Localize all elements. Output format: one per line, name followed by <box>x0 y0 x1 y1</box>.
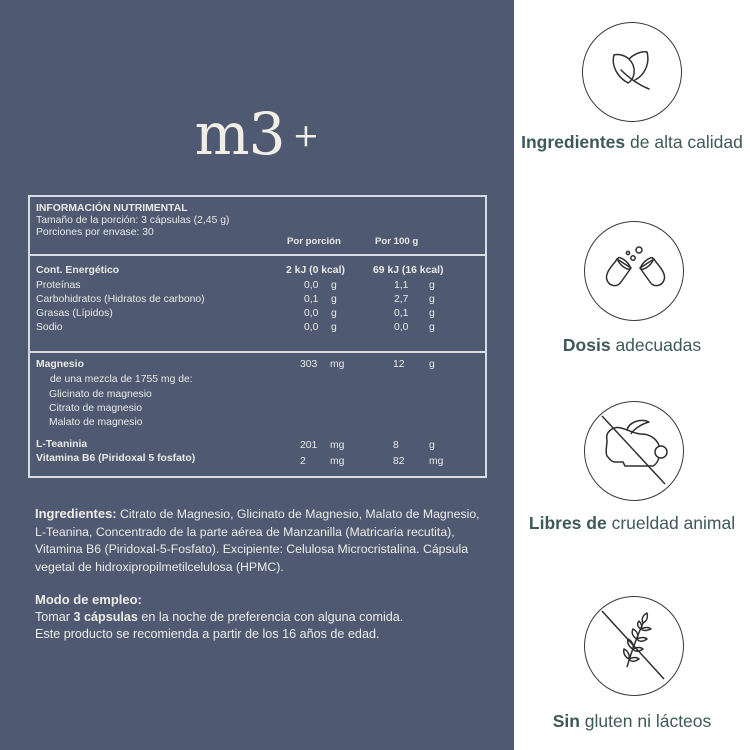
macro-portion: 0,0 <box>304 308 319 319</box>
feature-badge <box>584 401 684 501</box>
usage-text: en la noche de preferencia con alguna comida. <box>137 609 404 624</box>
macro-per100: 0,1 <box>394 308 409 319</box>
b6-label: Vitamina B6 (Piridoxal 5 fosfato) <box>36 453 196 464</box>
usage-text: Tomar <box>35 609 74 624</box>
b6-per100: 82 <box>393 456 405 467</box>
divider <box>30 351 485 353</box>
feature-label-rest: adecuadas <box>610 335 702 355</box>
macro-portion: 0,1 <box>304 294 319 305</box>
b6-portion-unit: mg <box>330 456 345 467</box>
magnesio-sub: Glicinato de magnesio <box>49 389 152 400</box>
teanina-per100-unit: g <box>429 440 435 451</box>
energy-label: Cont. Energético <box>36 265 120 276</box>
divider <box>30 254 485 256</box>
magnesio-sub: Malato de magnesio <box>49 417 143 428</box>
magnesio-sub: de una mezcla de 1755 mg de: <box>50 374 193 385</box>
macro-portion: 0,0 <box>304 280 319 291</box>
brand-suffix: + <box>292 116 320 154</box>
feature-label-rest: gluten ni lácteos <box>579 711 712 731</box>
macro-per100-unit: g <box>429 322 435 333</box>
feature-badge <box>584 221 684 321</box>
macro-label: Grasas (Lípidos) <box>36 308 113 319</box>
feature-label <box>514 510 750 536</box>
serving-size: Tamaño de la porción: 3 cápsulas (2,45 g) <box>36 215 230 226</box>
macro-portion-unit: g <box>331 280 337 291</box>
macro-per100: 2,7 <box>394 294 409 305</box>
feature-label-strong: Sin <box>552 711 580 731</box>
no-rabbit-icon <box>585 402 685 502</box>
macro-label: Sodio <box>36 322 63 333</box>
macro-portion-unit: g <box>331 294 337 305</box>
servings-per-container: Porciones por envase: 30 <box>36 227 154 238</box>
magnesio-sub: Citrato de magnesio <box>49 403 142 414</box>
macro-per100-unit: g <box>429 308 435 319</box>
macro-per100-unit: g <box>429 280 435 291</box>
col-header-100g: Por 100 g <box>375 236 419 247</box>
energy-per100: 69 kJ (16 kcal) <box>373 265 444 276</box>
macro-per100: 0,0 <box>394 322 409 333</box>
nutrition-heading: INFORMACIÓN NUTRIMENTAL <box>36 203 188 214</box>
usage-label: Modo de empleo: <box>35 592 142 607</box>
feature-label <box>514 332 750 358</box>
macro-label: Carbohidratos (Hidratos de carbono) <box>36 294 205 305</box>
brand-name: m3 <box>194 100 285 168</box>
magnesio-portion: 303 <box>300 359 318 370</box>
magnesio-label: Magnesio <box>36 359 84 370</box>
ingredients-block <box>35 505 480 576</box>
feature-label-rest: crueldad animal <box>606 513 736 533</box>
macro-portion-unit: g <box>331 322 337 333</box>
teanina-portion: 201 <box>300 440 318 451</box>
b6-per100-unit: mg <box>429 456 444 467</box>
feature-label-rest: de alta calidad <box>625 132 743 152</box>
feature-label-strong: Ingredientes <box>521 132 626 152</box>
no-wheat-icon <box>585 597 685 697</box>
nutrition-table <box>28 195 487 478</box>
usage-block <box>35 591 480 644</box>
feature-label-strong: Libres de <box>528 513 607 533</box>
magnesio-portion-unit: mg <box>330 359 345 370</box>
magnesio-per100-unit: g <box>429 359 435 370</box>
macro-portion: 0,0 <box>304 322 319 333</box>
feature-label <box>514 708 750 734</box>
ingredients-label: Ingredientes: <box>35 506 117 521</box>
features-panel <box>514 0 750 750</box>
usage-line-1 <box>35 609 480 627</box>
energy-portion: 2 kJ (0 kcal) <box>286 265 345 276</box>
ingredients-text: Citrato de Magnesio, Glicinato de Magnesio, Malato de Magnesio, L-Teanina, Concentrado de la parte aérea de Manzanilla (Matricaria recutita), Vitamina B6 (Piridoxal-5-Fosfato). Excipiente: Celulosa Microcristalina. Cápsula vegetal de hidroxipropilmetilcelulosa (HPMC). <box>35 507 480 574</box>
macro-per100-unit: g <box>429 294 435 305</box>
teanina-label: L-Teaninia <box>36 439 88 450</box>
macro-label: Proteínas <box>36 280 81 291</box>
leaf-icon <box>583 23 683 123</box>
product-title <box>0 100 514 168</box>
b6-portion: 2 <box>300 456 306 467</box>
teanina-per100: 8 <box>393 440 399 451</box>
macro-per100: 1,1 <box>394 280 409 291</box>
col-header-portion: Por porción <box>287 236 341 247</box>
teanina-portion-unit: mg <box>330 440 345 451</box>
usage-line-2: Este producto se recomienda a partir de los 16 años de edad. <box>35 627 380 641</box>
feature-label-strong: Dosis <box>562 335 611 355</box>
feature-badge <box>582 22 682 122</box>
usage-dose: 3 cápsulas <box>73 609 138 624</box>
magnesio-per100: 12 <box>393 359 405 370</box>
feature-label <box>514 129 750 155</box>
macro-portion-unit: g <box>331 308 337 319</box>
feature-badge <box>584 596 684 696</box>
capsule-icon <box>585 222 685 322</box>
